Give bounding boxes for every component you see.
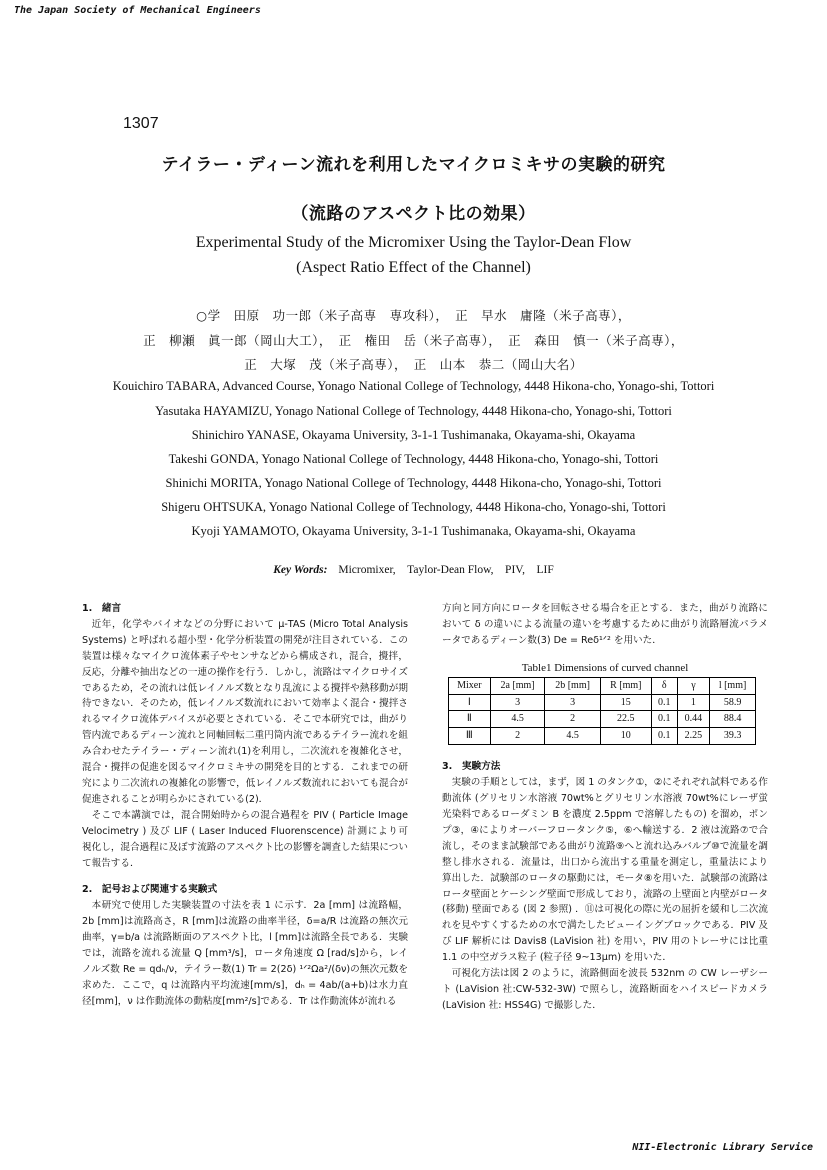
table-header-cell: l [mm] [710,677,756,694]
section-heading-symbols: 2. 記号および関連する実験式 [82,884,218,896]
table-cell: 39.3 [710,728,756,745]
table-cell: 10 [600,728,651,745]
table-cell: 1 [677,694,710,711]
table-row [449,728,756,745]
keywords-list: Micromixer, Taylor-Dean Flow, PIV, LIF [338,564,554,576]
table-cell: 3 [490,694,545,711]
table-cell: 3 [545,694,600,711]
table-header-row [449,677,756,694]
title-en: Experimental Study of the Micromixer Using the Taylor-Dean Flow [195,234,632,251]
right-column [442,601,768,1014]
section-heading-introduction: 1. 緒言 [82,603,122,614]
symbols-paragraph: 本研究で使用した実験装置の寸法を表 1 に示す．2a [mm] は流路幅，2b [mm]は流路高さ，R [mm]は流路の曲率半径，δ=a/R は流路の無次元曲率，γ=b/a は流路断面のアスペクト比，l [mm]は流路全長である．実験では，流路を流れる流量 Q [mm³/s]，ロータ角速度 Ω [rad/s]から，レイノルズ数 Re = qdₕ/ν，テイラー数(1) Tr = 2(2δ) ¹ᐟ²Ωa²/(δν)の無次元数を求めた．ここで，q は流路内平均流速[mm/s]，dₕ = 4ab/(a+b)は水力直径[mm]，ν は作動流体の動粘度[mm²/s]である．Tr は作動流体が流れる [82,900,408,1007]
table-header-cell: δ [651,677,677,694]
table-header-cell: 2a [mm] [490,677,545,694]
table-cell: 2.25 [677,728,710,745]
table-cell: 0.1 [651,711,677,728]
table-cell: 15 [600,694,651,711]
library-footer: NII-Electronic Library Service [632,1142,813,1153]
subtitle-ja: （流路のアスペクト比の効果） [291,204,536,224]
table-header-cell: R [mm] [600,677,651,694]
affiliation: Kouichiro TABARA, Advanced Course, Yonago National College of Technology, 4448 Hikona-cho, Yonago-shi, Tottori [112,379,715,393]
table-cell: 58.9 [710,694,756,711]
authors-line-3: 正 大塚 茂（米子高専）， 正 山本 恭二（岡山大名） [244,357,583,372]
authors-line-2: 正 柳瀬 眞一郎（岡山大工）， 正 権田 岳（米子高専）， 正 森田 慎一（米子高専）， [143,333,684,348]
authors-line-1: ○学 田原 功一郎（米子高専 専攻科）， 正 早水 庸隆（米子高専）， [196,308,631,323]
table-cell: 0.44 [677,711,710,728]
affiliation: Shigeru OHTSUKA, Yonago National College of Technology, 4448 Hikona-cho, Yonago-shi, Tottori [161,500,666,514]
affiliation: Kyoji YAMAMOTO, Okayama University, 3-1-1 Tushimanaka, Okayama-shi, Okayama [191,524,636,538]
affiliation: Shinichiro YANASE, Okayama University, 3-1-1 Tushimanaka, Okayama-shi, Okayama [191,428,636,442]
table-cell: 4.5 [490,711,545,728]
intro-paragraph-2: そこで本講演では，混合開始時からの混合過程を PIV ( Particle Image Velocimetry ) 及び LIF ( Laser Induced Fluorenscence) 計測により可視化し，混合過程に及ぼす流路のアスペクト比の影響を調査した結果について報告する． [82,809,408,869]
society-header: The Japan Society of Mechanical Engineers [14,5,261,16]
affiliation: Shinichi MORITA, Yonago National College of Technology, 4448 Hikona-cho, Yonago-shi, Tottori [165,476,662,490]
table-header-cell: 2b [mm] [545,677,600,694]
affiliation: Yasutaka HAYAMIZU, Yonago National College of Technology, 4448 Hikona-cho, Yonago-shi, Tottori [155,404,672,418]
section-heading-method: 3. 実験方法 [442,761,501,773]
table-cell: 0.1 [651,694,677,711]
title-ja: テイラー・ディーン流れを利用したマイクロミキサの実験的研究 [161,155,666,175]
table-cell: 2 [545,711,600,728]
table-header-cell: Mixer [449,677,491,694]
continued-paragraph: 方向と同方向にロータを回転させる場合を正とする．また，曲がり流路において δ の違いによる流量の違いを考慮するために曲がり流路層流パラメータであるディーン数(3) De = Reδ¹ᐟ² を用いた． [442,603,768,646]
table-cell: Ⅱ [449,711,491,728]
affiliation: Takeshi GONDA, Yonago National College of Technology, 4448 Hikona-cho, Yonago-shi, Tottori [168,452,659,466]
dimensions-table [448,677,756,746]
table-cell: Ⅲ [449,728,491,745]
table-row [449,711,756,728]
table-cell: 88.4 [710,711,756,728]
table-cell: 0.1 [651,728,677,745]
intro-paragraph-1: 近年，化学やバイオなどの分野において μ-TAS (Micro Total Analysis Systems) と呼ばれる超小型・化学分析装置の開発が注目されている．この装置は様々なマイクロ流体素子やセンサなどから構成され，混合，攪拌，反応，分離や抽出などの一連の操作を行う．しかし，流路はマイクロサイズであるため，その流れは低レイノルズ数となり乱流による攪拌や熱移動が期待できない．そのため，低レイノルズ数流れにおいて効率よく混合・攪拌されるマイクロ流体デバイスが必要とされている．そこで本研究では，曲がり管内流であるディーン流れと同軸回転二重円筒内流であるテイラー流れを組み合わせたテイラー・ディーン流れ(1)を利用し，二次流れを複雑化させ，混合・攪拌の促進を図るマイクロミキサの開発を目的とする．これまでの研究により二次流れの複雑化の影響で，低レイノルズ数流れにおいても混合が促進されることが明らかにされている(2)． [82,618,408,805]
table-cell: Ⅰ [449,694,491,711]
table-cell: 2 [490,728,545,745]
paper-number: 1307 [123,115,159,132]
left-column [82,601,408,1010]
keywords-label: Key Words: [273,564,328,576]
table-header-cell: γ [677,677,710,694]
keywords [0,561,827,577]
method-paragraph-2: 可視化方法は図 2 のように，流路側面を波長 532nm の CW レーザシート (LaVision 社:CW-532-3W) で照らし，流路断面をハイスピードカメラ (LaVision 社: HSS4G) で撮影した． [442,968,768,1011]
method-paragraph-1: 実験の手順としては，まず，図 1 のタンク①，②にそれぞれ試料である作動流体 (グリセリン水溶液 70wt%とグリセリン水溶液 70wt%にレーザ蛍光染料であるローダミン B を濃度 2.5ppm で溶解したもの) を溜め，ポンプ③，④によりオーバーフロータンク⑤，⑥へ輸送する．2 液は流路⑦で合流し，そのまま試験部である曲がり流路⑨へと流れ込みバルブ⑩で流量を調整し排水される．流量は，出口から流出する重量を測定し，重量法により算出した．試験部のロータの駆動には，モータ⑧を用いた．試験部の流路はロータ壁面とケーシング壁面で形成しており，流路の上壁面と内壁がロータ (移動) 壁面である (図 2 参照) ．⑪は可視化の際に光の屈折を緩和し二次流れを見やすくするための水で満たしたビューイングブロックである．PIV 及び LIF 解析には Davis8 (LaVision 社) を用い，PIV 用のトレーサには比重 1.1 の中空ガラス粒子 (粒子径 9~13μm) を用いた． [442,777,768,964]
table-row [449,694,756,711]
table-cell: 4.5 [545,728,600,745]
subtitle-en: (Aspect Ratio Effect of the Channel) [296,259,531,276]
table-caption: Table1 Dimensions of curved channel [521,661,689,674]
table-cell: 22.5 [600,711,651,728]
